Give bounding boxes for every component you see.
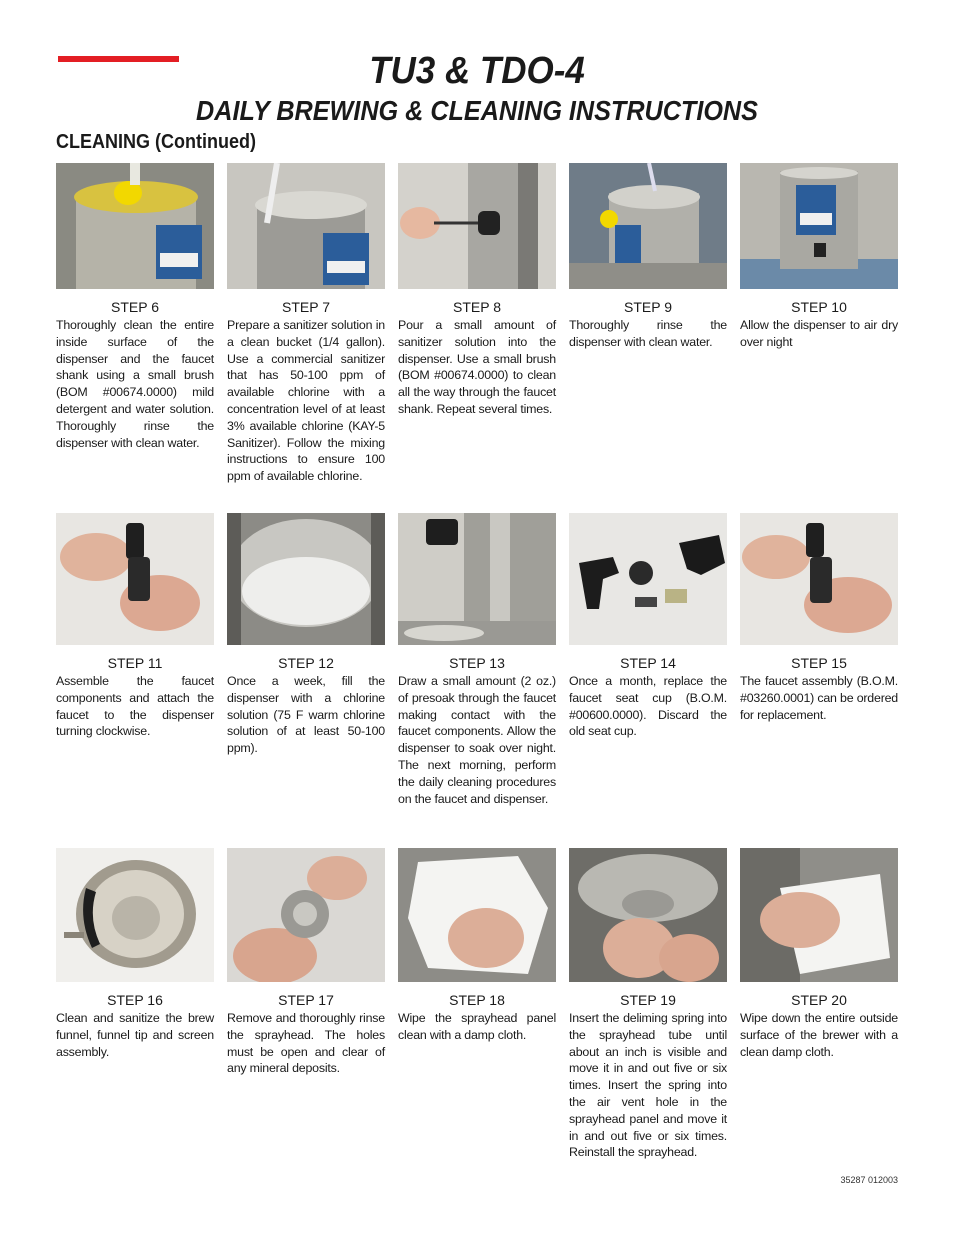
step-18 — [398, 848, 556, 1044]
step-8 — [398, 163, 556, 418]
step-7 — [227, 163, 385, 485]
step-label: STEP 11 — [107, 655, 163, 671]
step-11 — [56, 513, 214, 740]
faucet-parts-photo — [569, 513, 727, 645]
step-text: Remove and thoroughly rinse the sprayhead. The holes must be open and clear of any mineral deposits. — [227, 1011, 385, 1076]
step-text: Wipe down the entire outside surface of the brewer with a clean damp cloth. — [740, 1011, 898, 1059]
step-text: Once a month, replace the faucet seat cup (B.O.M. #00600.0000). Discard the old seat cup. — [569, 674, 727, 739]
step-17 — [227, 848, 385, 1077]
step-text: Pour a small amount of sanitizer solution into the dispenser. Use a small brush (BOM #00674.0000) to clean all the way through the faucet shank. Repeat several times. — [398, 318, 556, 416]
step-text: Assemble the faucet components and attach the faucet to the dispenser turning clockwise. — [56, 674, 214, 739]
step-text: Once a week, fill the dispenser with a chlorine solution (75 F warm chlorine solution of at least 50-100 ppm). — [227, 674, 385, 756]
brewer-wipe-photo — [740, 848, 898, 982]
doc-number: 35287 012003 — [840, 1175, 898, 1185]
step-6 — [56, 163, 214, 451]
step-label: STEP 13 — [449, 655, 505, 671]
sprayhead-photo — [227, 848, 385, 982]
step-label: STEP 18 — [449, 992, 505, 1008]
step-10 — [740, 163, 898, 351]
step-label: STEP 9 — [624, 299, 672, 315]
dispenser-rinse-photo — [569, 163, 727, 289]
step-text: Draw a small amount (2 oz.) of presoak through the faucet making contact with the faucet components. Allow the dispenser to soak over night. The next morning, perform the daily cleaning procedures on the faucet and dispenser. — [398, 674, 556, 806]
step-label: STEP 17 — [278, 992, 334, 1008]
step-19 — [569, 848, 727, 1161]
model-title: TU3 & TDO-4 — [369, 50, 585, 92]
step-text: Wipe the sprayhead panel clean with a damp cloth. — [398, 1011, 556, 1042]
chlorine-fill-photo — [227, 513, 385, 645]
step-15 — [740, 513, 898, 723]
dispenser-sanitizer-photo — [227, 163, 385, 289]
faucet-assembly-photo — [740, 513, 898, 645]
brew-funnel-photo — [56, 848, 214, 982]
step-text: Insert the deliming spring into the sprayhead tube until about an inch is visible and move it in and out five or six times. Insert the spring into the air vent hole in the sprayhead panel and move it in and out five or six times. Reinstall the sprayhead. — [569, 1011, 727, 1160]
presoak-draw-photo — [398, 513, 556, 645]
step-label: STEP 15 — [791, 655, 847, 671]
step-20 — [740, 848, 898, 1060]
dispenser-dry-photo — [740, 163, 898, 289]
doc-title: DAILY BREWING & CLEANING INSTRUCTIONS — [196, 95, 758, 126]
step-12 — [227, 513, 385, 757]
step-text: Clean and sanitize the brew funnel, funnel tip and screen assembly. — [56, 1011, 214, 1059]
step-text: Prepare a sanitizer solution in a clean bucket (1/4 gallon). Use a commercial sanitizer that has 50-100 ppm of available chlorine with a concentration level of at least 3% available chlorine (KAY-5 Sanitizer). Follow the mixing instructions to ensure 100 ppm of available chlorine. — [227, 318, 385, 484]
faucet-shank-brush-photo — [398, 163, 556, 289]
step-label: STEP 12 — [278, 655, 334, 671]
deliming-spring-photo — [569, 848, 727, 982]
step-16 — [56, 848, 214, 1060]
sprayhead-panel-wipe-photo — [398, 848, 556, 982]
step-label: STEP 16 — [107, 992, 163, 1008]
step-text: Allow the dispenser to air dry over night — [740, 318, 898, 349]
step-label: STEP 10 — [791, 299, 847, 315]
step-label: STEP 6 — [111, 299, 159, 315]
step-14 — [569, 513, 727, 740]
dispenser-scrub-photo — [56, 163, 214, 289]
step-label: STEP 20 — [791, 992, 847, 1008]
step-text: The faucet assembly (B.O.M. #03260.0001) can be ordered for replacement. — [740, 674, 898, 722]
step-text: Thoroughly rinse the dispenser with clean water. — [569, 318, 727, 349]
step-label: STEP 8 — [453, 299, 501, 315]
faucet-assemble-photo — [56, 513, 214, 645]
section-title: CLEANING (Continued) — [56, 131, 256, 153]
step-9 — [569, 163, 727, 351]
step-label: STEP 19 — [620, 992, 676, 1008]
step-13 — [398, 513, 556, 807]
step-label: STEP 14 — [620, 655, 676, 671]
step-text: Thoroughly clean the entire inside surface of the dispenser and the faucet shank using a small brush (BOM #00674.0000) mild detergent and water solution. Thoroughly rinse the dispenser with clean water. — [56, 318, 214, 450]
step-label: STEP 7 — [282, 299, 330, 315]
